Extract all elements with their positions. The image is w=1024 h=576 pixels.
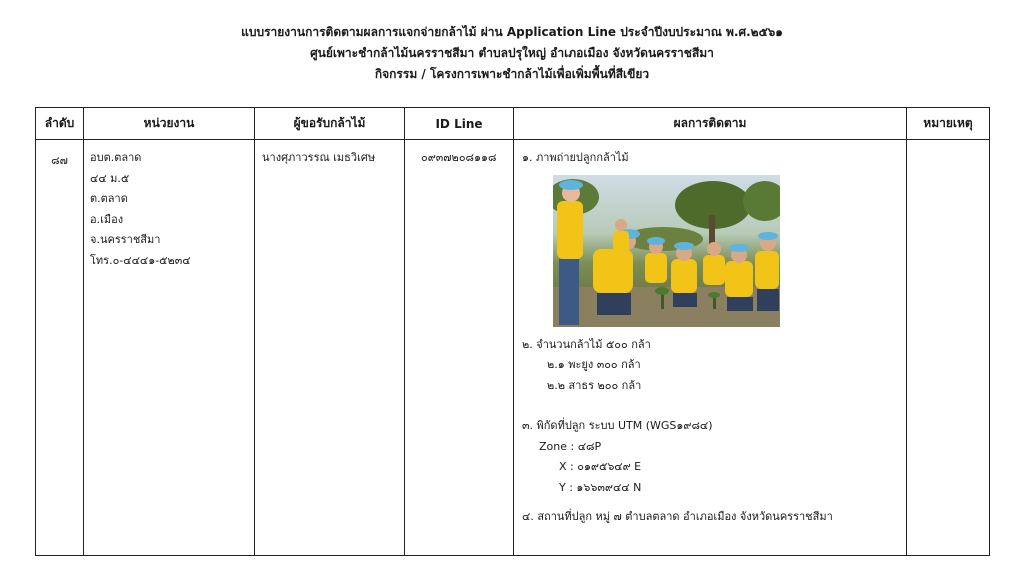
column-header-unit: หน่วยงาน [84, 108, 255, 140]
report-table [35, 107, 990, 556]
column-header-recipient: ผู้ขอรับกล้าไม้ [255, 108, 405, 140]
table-row [36, 140, 990, 556]
unit-subdistrict: ต.ตลาด [90, 192, 128, 205]
unit-name: อบต.ตลาด [90, 151, 142, 164]
result-item-coordinates: ๓. พิกัดที่ปลูก ระบบ UTM (WGS๑๙๘๔) [522, 419, 713, 432]
column-header-result: ผลการติดตาม [514, 108, 907, 140]
recipient-name: นางศุภาวรรณ เมธวิเศษ [262, 151, 376, 164]
coordinate-zone: Zone : ๔๘P [539, 439, 602, 453]
result-item-seedling-count: ๒. จำนวนกล้าไม้ ๕๐๐ กล้า [522, 337, 651, 351]
cell-unit [84, 140, 255, 556]
unit-phone: โทร.๐-๔๔๔๑-๕๒๓๔ [90, 253, 191, 267]
cell-recipient [255, 140, 405, 556]
result-item-species-1: ๒.๑ พะยูง ๓๐๐ กล้า [547, 358, 641, 371]
column-header-note: หมายเหตุ [907, 108, 990, 140]
column-header-id-line: ID Line [405, 108, 514, 140]
unit-province: จ.นครราชสีมา [90, 233, 161, 246]
report-organization: ศูนย์เพาะชำกล้าไม้นครราชสีมา ตำบลปรุใหญ่ อำเภอเมือง จังหวัดนครราชสีมา [310, 46, 714, 60]
report-header [0, 22, 1024, 85]
cell-result [514, 140, 907, 556]
cell-note [907, 140, 990, 556]
unit-district: อ.เมือง [90, 212, 124, 226]
table-header-row [36, 108, 990, 140]
planting-photo-illustration [553, 175, 780, 327]
report-title: แบบรายงานการติดตามผลการแจกจ่ายกล้าไม้ ผ่าน Application Line ประจำปีงบประมาณ พ.ศ.๒๕๖๑ [241, 25, 783, 39]
coordinate-x: X : ๐๑๙๕๖๔๙ E [559, 460, 642, 473]
coordinate-y: Y : ๑๖๖๓๙๔๔ N [559, 480, 642, 494]
id-line-value: ๐๙๓๗๒๐๘๑๑๘ [421, 151, 497, 164]
cell-no: ๘๗ [36, 140, 84, 556]
cell-id-line [405, 140, 514, 556]
result-item-photo: ๑. ภาพถ่ายปลูกกล้าไม้ [522, 151, 629, 164]
column-header-no: ลำดับ [36, 108, 84, 140]
planting-photo [553, 175, 780, 327]
unit-address: ๔๔ ม.๕ [90, 171, 130, 185]
report-activity: กิจกรรม / โครงการเพาะชำกล้าไม้เพื่อเพิ่มพื้นที่สีเขียว [374, 67, 650, 81]
result-item-location: ๔. สถานที่ปลูก หมู่ ๗ ตำบลตลาด อำเภอเมือง จังหวัดนครราชสีมา [522, 510, 833, 523]
result-item-species-2: ๒.๒ สาธร ๒๐๐ กล้า [547, 378, 642, 392]
